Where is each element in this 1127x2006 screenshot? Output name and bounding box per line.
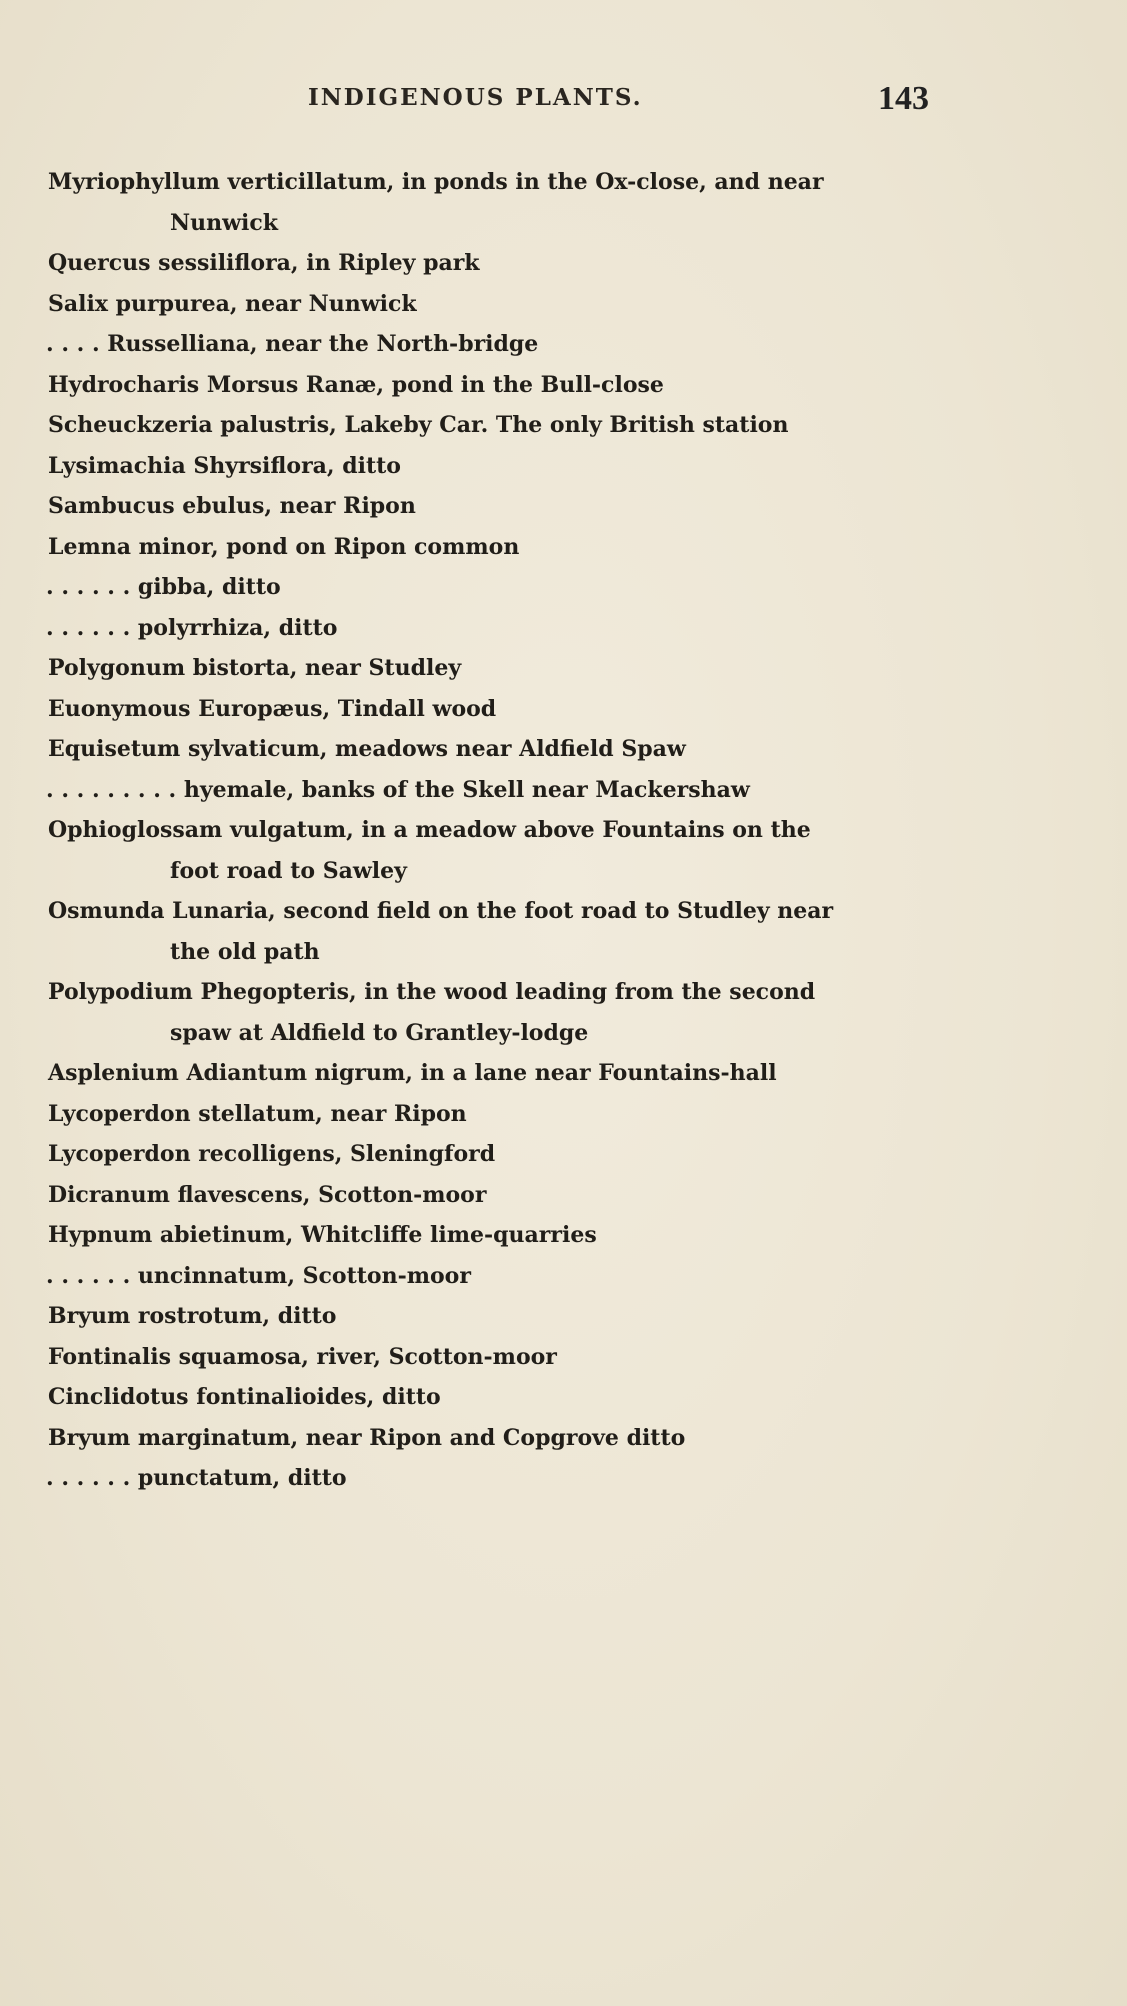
plant-entry (0, 486, 1127, 527)
entry-line: . . . . . . . . . hyemale, banks of the Skell near Mackershaw (46, 776, 750, 803)
plant-entry (0, 608, 1127, 649)
running-title: INDIGENOUS PLANTS. (308, 84, 643, 111)
plant-entry (0, 972, 1127, 1053)
entry-line: Scheuckzeria palustris, Lakeby Car. The only British station (48, 412, 789, 438)
entry-line: Dicranum flavescens, Scotton-moor (48, 1181, 487, 1208)
entry-continuation: spaw at Aldfield to Grantley-lodge (170, 1019, 589, 1046)
entry-line: Euonymous Europæus, Tindall wood (48, 695, 497, 722)
plant-entry (0, 284, 1127, 325)
plant-entry (0, 1094, 1127, 1135)
entry-line: Quercus sessiliflora, in Ripley park (48, 250, 480, 276)
entry-line: Cinclidotus fontinalioides, ditto (48, 1384, 441, 1410)
entry-line: . . . . . . gibba, ditto (46, 574, 281, 600)
plant-entry (0, 891, 1127, 972)
entry-line: Polygonum bistorta, near Studley (48, 655, 462, 681)
entry-line: Hypnum abietinum, Whitcliffe lime-quarries (48, 1222, 597, 1248)
entry-line: Lycoperdon recolligens, Sleningford (48, 1141, 496, 1167)
plant-list (0, 162, 1127, 1499)
entry-line: Asplenium Adiantum nigrum, in a lane near Fountains-hall (48, 1060, 777, 1086)
plant-entry (0, 1418, 1127, 1459)
plant-entry (0, 1458, 1127, 1499)
entry-continuation: Nunwick (170, 209, 279, 236)
plant-entry (0, 1256, 1127, 1297)
plant-entry (0, 689, 1127, 730)
plant-entry (0, 1053, 1127, 1094)
entry-line: Myriophyllum verticillatum, in ponds in the Ox-close, and near (48, 169, 824, 195)
entry-continuation: the old path (170, 938, 320, 965)
entry-line: Sambucus ebulus, near Ripon (48, 493, 416, 519)
entry-line: . . . . . . polyrrhiza, ditto (46, 614, 338, 641)
page-number: 143 (878, 80, 929, 117)
entry-line: Bryum rostrotum, ditto (48, 1303, 337, 1329)
plant-entry (0, 162, 1127, 243)
entry-line: . . . . Russelliana, near the North-bridge (46, 331, 539, 357)
entry-line: . . . . . . punctatum, ditto (46, 1465, 347, 1491)
plant-entry (0, 365, 1127, 406)
entry-continuation: foot road to Sawley (170, 857, 407, 884)
plant-entry (0, 648, 1127, 689)
plant-entry (0, 1215, 1127, 1256)
plant-entry (0, 446, 1127, 487)
entry-line: Salix purpurea, near Nunwick (48, 290, 417, 317)
plant-entry (0, 324, 1127, 365)
plant-entry (0, 527, 1127, 568)
entry-line: Ophioglossam vulgatum, in a meadow above Fountains on the (48, 817, 811, 843)
plant-entry (0, 1377, 1127, 1418)
plant-entry (0, 1337, 1127, 1378)
entry-line: Equisetum sylvaticum, meadows near Aldfield Spaw (48, 736, 686, 762)
plant-entry (0, 729, 1127, 770)
entry-line: . . . . . . uncinnatum, Scotton-moor (46, 1262, 471, 1289)
plant-entry (0, 1175, 1127, 1216)
entry-line: Lycoperdon stellatum, near Ripon (48, 1100, 467, 1127)
plant-entry (0, 1296, 1127, 1337)
plant-entry (0, 1134, 1127, 1175)
plant-entry (0, 243, 1127, 284)
running-head (0, 80, 1127, 120)
plant-entry (0, 405, 1127, 446)
entry-line: Lemna minor, pond on Ripon common (48, 533, 520, 560)
entry-line: Fontinalis squamosa, river, Scotton-moor (48, 1343, 557, 1370)
plant-entry (0, 810, 1127, 891)
entry-line: Lysimachia Shyrsiflora, ditto (48, 452, 401, 479)
plant-entry (0, 770, 1127, 811)
plant-entry (0, 567, 1127, 608)
entry-line: Bryum marginatum, near Ripon and Copgrove ditto (48, 1424, 686, 1451)
entry-line: Osmunda Lunaria, second field on the foot road to Studley near (48, 898, 834, 924)
entry-line: Polypodium Phegopteris, in the wood leading from the second (48, 979, 816, 1005)
entry-line: Hydrocharis Morsus Ranæ, pond in the Bull-close (48, 371, 664, 398)
